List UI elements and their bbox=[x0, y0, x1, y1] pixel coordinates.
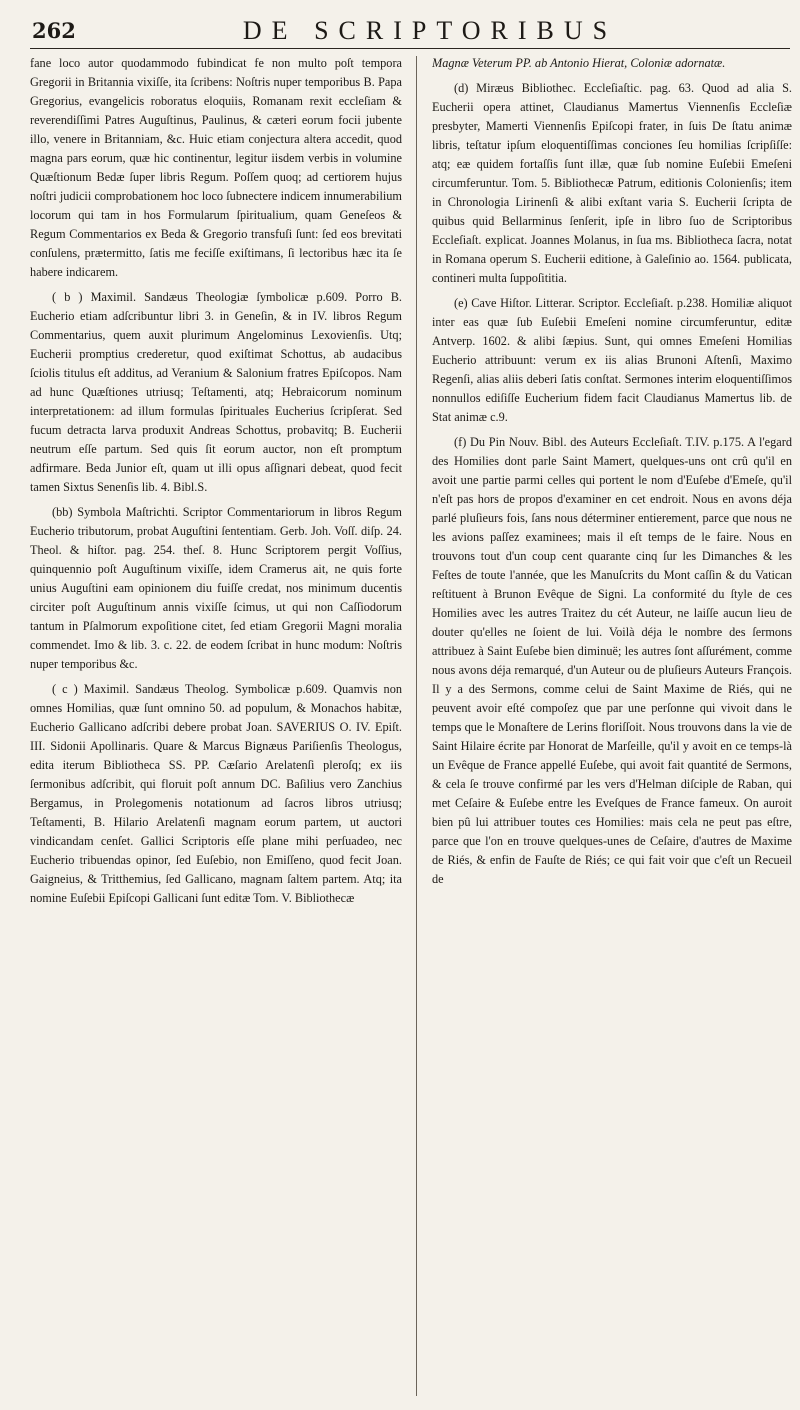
footnote-d: (d) Miræus Bibliothec. Eccleſiaſtic. pag. 63. Quod ad alia S. Eucherii opera attinet, Claudianus Mamertus Viennenſis Eccleſiæ presbyter, Mamerti Viennenſis Epiſcopi frater, in ſuis De ſtatu animæ libris, teſtatur ipſum eloquentiſſimas conciones ſeu homilias ſcripſiſſe: atq; eæ quidem fortaſſis ſunt illæ, quæ ſub nomine Euſebii Emeſeni circumferuntur. Tom. 5. Bibliothecæ Patrum, editionis Colonienſis; item in Chronologia Lirinenſi & alibi exſtant varia S. Eucherii ſcripta de quibus quid Bellarminus ſenſerit, ipſe in libro ſuo de Scriptoribus Eccleſiaſt. explicat. Joannes Molanus, in ſua ms. Bibliotheca ſacra, notat in Romana operum S. Eucherii editione, à Galeſinio ao. 1564. publicata, contineri multa ſuppoſititia. bbox=[432, 81, 792, 285]
running-title: DE SCRIPTORIBUS bbox=[242, 16, 618, 45]
left-paragraph: fane loco autor quodammodo fubindicat fe non multo poſt tempora Gregorii in Britannia vixiſſe, ita ſcribens: Noſtris nuper temporibus B. Papa Gregorius, evangelicis roboratus eloquiis, Romanam rexit eccleſiam & reverendiſſimi Patres Auguſtinus, Paulinus, & cæteri eorum focii jubente illo, venere in Britanniam, &c. Huic etiam conjectura altera accedit, quod magna pars eorum, quæ hic continentur, legitur iisdem verbis in volumine Quæſtionum Bedæ ſuper libris Regum. Poſſem quoq; ad certiorem hujus noſtri judicii comprobationem hoc loco ſubnectere indicem innumerabilium locorum qui tam in hos Formularum ſpiritualium, quam Geneſeos & Regum Commentarios ex Beda & Gregorio transfuſi ſunt: ſed eos brevitati conſulens, prætermitto, ſatis me feciſſe exiſtimans, ſi lectoribus hæc ita ſe habere indicarem. bbox=[30, 56, 402, 279]
footnote-e: (e) Cave Hiſtor. Litterar. Scriptor. Eccleſiaſt. p.238. Homiliæ aliquot inter eas quæ ſub Euſebii Emeſeni nomine circumferuntur, editæ Antverp. 1602. & alibi ſæpius. Sunt, qui omnes Emeſeni Homilias Eucherio attribuunt: verum ex iis alias Brunoni Aſtenſi, Maximo Regenſi, alias aliis deberi ſatis conſtat. Sermones interim eloquentiſſimos nonnullos ediſiſſe Eucherium fidem facit Claudianus Mamertus lib. de Stat animæ c.9. bbox=[432, 296, 792, 424]
page-header bbox=[30, 12, 790, 48]
footnote-c: ( c ) Maximil. Sandæus Theolog. Symbolicæ p.609. Quamvis non omnes Homilias, quæ ſunt omnino 50. ad populum, & Monachos habitæ, Eucherio Gallicano adſcribi debere probat Joan. SAVERIUS O. IV. Epiſt. III. Sidonii Apollinaris. Quare & Marcus Bignæus Pariſienſis Theologus, edita iterum Bibliotheca SS. PP. Cæſario Arelatenſi pleroſq; ex iis ſermonibus adſcribit, qui floruit poſt annum DC. Baſilius vero Zanchius Bergamus, in Prolegomenis notationum ad ſacros libros utriusq; Teſtamenti, B. Hilario Arelatenſi magnam eorum partem, ut auctori vindicandam cenſet. Gallici Scriptoris eſſe plane mihi perſuadeo, nec Eucherio tribuendas opinor, ſed Euſebio, non Emiſſeno, quod fecit Joan. Gaigneius, & Tritthemius, ſed Gallicano, magnam ſaltem partem. Atq; ita nomine Euſebii Epiſcopi Gallicani ſunt editæ Tom. V. Bibliothecæ bbox=[30, 682, 402, 905]
right-column bbox=[432, 54, 792, 1404]
right-paragraph: Magnæ Veterum PP. ab Antonio Hierat, Coloniæ adornatæ. bbox=[432, 56, 726, 70]
footnote-bb: (bb) Symbola Maſtrichti. Scriptor Commentariorum in libros Regum Eucherio tributorum, probat Auguſtini ſententiam. Gerb. Joh. Voſſ. diſp. 24. Theol. & hiſtor. pag. 254. theſ. 8. Hunc Scriptorem pergit Voſſius, quinquennio poſt Auguſtinum vixiſſe, idem Cramerus ait, ne quis forte unius Auguſtini eam opinionem diu fuiſſe credat, nos minimum ducentis circiter poſt Auguſtinum annis vixiſſe ſcimus, ut qui non Caſſiodorum tantum in Pſalmorum expoſitione citet, ſed etiam Gregorii Magni moralia commendet. Imo & lib. 3. c. 22. de eodem ſcribat in hunc modum: Noſtris nuper temporibus &c. bbox=[30, 505, 402, 671]
left-column bbox=[30, 54, 402, 1404]
header-rule bbox=[30, 48, 790, 49]
column-divider bbox=[416, 56, 417, 1396]
page-number: 262 bbox=[32, 18, 76, 43]
footnote-b: ( b ) Maximil. Sandæus Theologiæ ſymbolicæ p.609. Porro B. Eucherio etiam adſcribuntur libri 3. in Geneſin, & in IV. libros Regum Commentarius, quem auxit plurimum Angelominus Lexovienſis. Utq; Eucherii promptius crederetur, quod exiſtimat Schottus, ab audacibus ſciolis titulus eſt additus, ad Veranium & Salonium fratres Epiſcopos. Nam ad hunc Quæſtiones utriusq; Teſtamenti, atq; Hebraicorum nominum interpretationem: ad illum formulas ſpirituales Eucherius ſcripſerat. Sed fucum detracta larva produxit Andreas Schottus, probavitq; B. Eucherii neutrum eſſe partum. Sed quis ſit eorum auctor, non eſt promptum adfirmare. Beda Junior eſt, quam ut illi opus aſſignari debeat, quod fecit tamen Sixtus Senenſis lib. 4. Bibl.S. bbox=[30, 290, 402, 494]
footnote-f: (f) Du Pin Nouv. Bibl. des Auteurs Eccleſiaſt. T.IV. p.175. A l'egard des Homilies dont parle Saint Mamert, quelques-uns ont crû qu'il en avoit une partie parmi celles qui portent le nom d'Euſebe d'Emeſe, qu'il n'eſt pas hors de propos d'examiner en cet endroit. Nous en avons déja parlé pluſieurs fois, ſans nous déterminer entierement, parce que nous ne les avions paſſez examinees; mais il eſt temps de le faire. Nous en trouvons tout d'un coup cent quarante cinq ſur les Dimanches & les Feſtes de toute l'année, que les Manuſcrits du Mont caſſin & du Vatican reſtituent à Brunon Evêque de Signi. La conformité du ſtyle de ces Homilies avec les autres Traitez du cét Auteur, ne laiſſe aucun lieu de douter qu'elles ne ſoient de lui. Voilà déja le nombre des ſermons attribuez à Saint Euſebe bien diminuë; les autres ſont aſſurément, comme nous avons déja remarqué, d'un Auteur ou de pluſieurs Auteurs François. Il y a des Sermons, comme celui de Saint Maxime de Riés, qui ne peuvent avoir eſté compoſez que par une perſonne qui vivoit dans le temps que le Monaſtere de Lerins floriſſoit. Nous trouvons dans la vie de Saint Hilaire écrite par Honorat de Marſeille, qu'il y avoit en ce temps-là un Evêque de France appellé Euſebe, qui avoit fait quantité de Sermons, & cela ſe trouve confirmé par les vers d'Helman diſciple de Raban, qui met Ceſaire & Euſebe entre les Eveſques de France fameux. On auroit bien pû lui attribuer toutes ces Homilies: mais cela ne peut pas eſtre, parce que l'on en trouve quelques-unes de Ceſaire, d'autres de Maxime de Riés, & enfin de Fauſte de Riés; ce qui fait voir que c'eſt un Recueil de bbox=[432, 435, 792, 886]
